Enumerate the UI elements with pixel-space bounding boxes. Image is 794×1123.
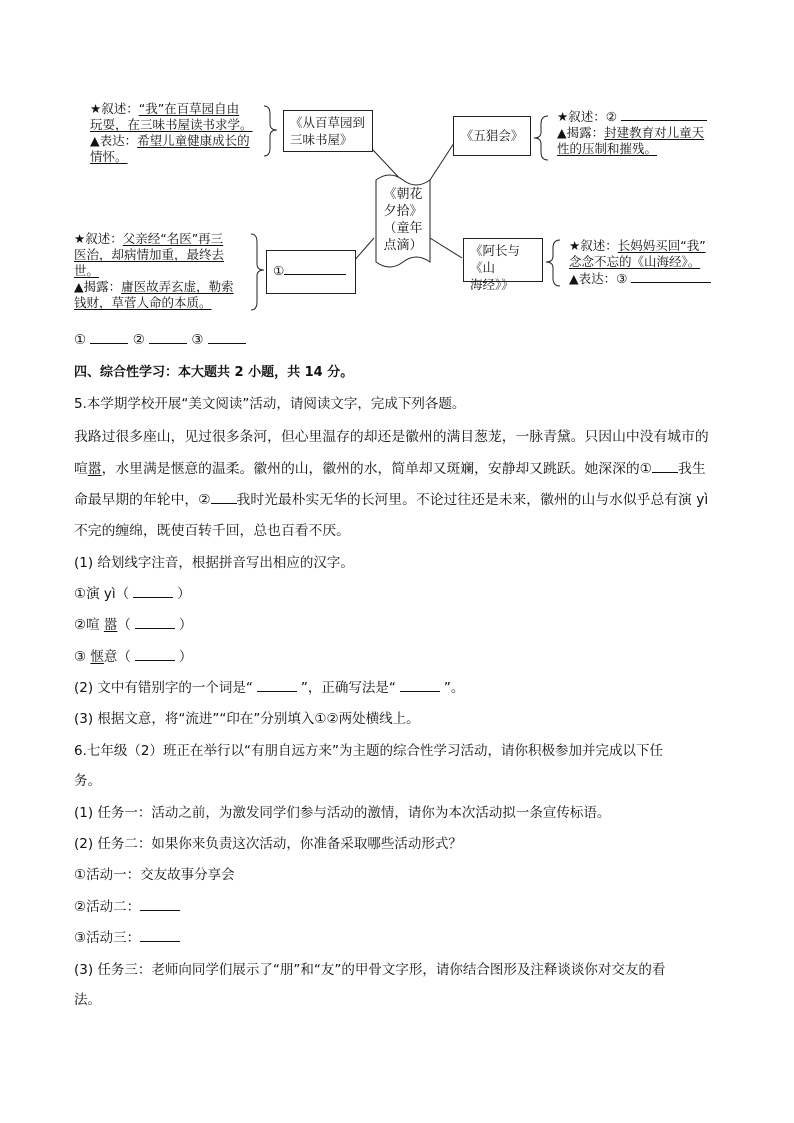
- note-label: ★叙述：②: [557, 109, 617, 124]
- heading-text: 小题，共: [243, 365, 305, 380]
- heading-text: 四、综合性学习：本大题共: [74, 365, 235, 380]
- answer-blank[interactable]: [211, 491, 237, 504]
- answer-blank[interactable]: [208, 331, 246, 344]
- answer-marker: ③: [191, 332, 204, 348]
- box-wuchanghui: [453, 116, 531, 156]
- item-text: ①演 yì（: [74, 586, 130, 602]
- passage-line: [74, 490, 708, 510]
- item-text: ”。: [443, 680, 465, 696]
- note-text: 情怀。: [90, 149, 128, 164]
- center-line: 点滴）: [383, 238, 423, 253]
- box-line: 《阿长与《山: [470, 243, 521, 275]
- note-text: 钱财，草菅人命的本质。: [74, 295, 212, 310]
- item-1: [74, 584, 191, 604]
- note-text: 性的压制和摧残。: [557, 141, 658, 156]
- subquestion: [74, 678, 464, 698]
- item-text: ）: [178, 649, 193, 665]
- note-label: ▲表达：: [90, 133, 138, 148]
- answer-blank[interactable]: [140, 898, 180, 911]
- note-label: ▲揭露：: [74, 279, 122, 294]
- note-along: [569, 238, 711, 287]
- item-text: 意（: [103, 649, 131, 665]
- subquestion: (2) 任务二：如果你来负责这次活动，你准备采取哪些活动形式？: [74, 836, 462, 852]
- note-label: ★叙述：: [90, 101, 139, 116]
- subquestion: 法。: [74, 992, 101, 1008]
- subquestion: (1) 给划线字注音，根据拼音写出相应的汉字。: [74, 555, 354, 571]
- subquestion: (3) 根据文意，将“流进”“印在”分别填入①②两处横线上。: [74, 711, 420, 727]
- passage-text: 命最早期的年轮中，②: [74, 492, 211, 508]
- passage-text: 我时光最朴实无华的长河里。不论过往还是未来，徽州的山与水似乎总有演 yì: [236, 492, 709, 508]
- answer-blank[interactable]: [133, 585, 173, 598]
- note-text: 封建教育对儿童天: [604, 125, 705, 140]
- item-text: ②活动二：: [74, 899, 141, 915]
- question-6-title: 6.七年级（2）班正在举行以“有朋自远方来”为主题的综合性学习活动，请你积极参加并完成以下任: [74, 743, 663, 759]
- box-blank-1: [266, 250, 356, 294]
- note-text: 长妈妈买回“我”: [617, 238, 706, 253]
- diagram-answer-line: [74, 330, 246, 350]
- note-text: 世。: [74, 263, 100, 278]
- answer-marker: ①: [74, 332, 87, 348]
- note-label: ▲揭露：: [557, 125, 605, 140]
- note-label: ▲表达：③: [569, 271, 628, 286]
- box-along: [463, 238, 543, 292]
- item-text: ③活动三：: [74, 930, 141, 946]
- answer-blank[interactable]: [135, 616, 175, 629]
- item-text: ）: [177, 586, 191, 602]
- answer-blank[interactable]: [149, 331, 187, 344]
- box-line: 《从百草园到: [290, 115, 366, 130]
- box-line: 三味书屋》: [290, 132, 353, 147]
- item-text: (2) 文中有错别字的一个词是“: [74, 680, 253, 696]
- heading-number: 2: [234, 365, 244, 380]
- answer-blank[interactable]: [140, 929, 180, 942]
- passage-line: [74, 459, 706, 479]
- item-text: ②喧: [74, 617, 104, 633]
- answer-blank[interactable]: [284, 262, 346, 275]
- activity-2: [74, 897, 180, 917]
- note-text: 庸医故弄玄虚，勒索: [121, 279, 234, 294]
- answer-blank[interactable]: [90, 331, 128, 344]
- note-text: 念念不忘的《山海经》。: [569, 254, 701, 269]
- note-wuchanghui: [557, 108, 707, 157]
- box-line: 海经》》: [470, 277, 514, 292]
- item-3: [74, 647, 192, 667]
- item-text: ”，正确写法是“: [300, 680, 396, 696]
- passage-line: 我路过很多座山，见过很多条河，但心里温存的却还是徽州的满目葱茏，一脉青黛。只因山中没有城市的: [74, 429, 709, 445]
- box-baicaoyuan: [283, 110, 373, 152]
- section-heading: [74, 363, 353, 383]
- item-2: [74, 615, 192, 635]
- note-fuqin-de-bing: [74, 231, 234, 311]
- note-baicaoyuan: [90, 101, 253, 165]
- underlined-char: 嚣: [103, 617, 118, 633]
- passage-text: 喧: [74, 461, 88, 477]
- center-line: （童年: [383, 221, 423, 236]
- question-5-title: 5.本学期学校开展“美文阅读”活动，请阅读文字，完成下列各题。: [74, 396, 466, 412]
- passage-text: ，水里满是惬意的温柔。徽州的山，徽州的水，简单却又斑斓，安静却又跳跃。她深深的①: [101, 461, 653, 477]
- box-label: 《五猖会》: [460, 128, 524, 143]
- underlined-char: 惬: [90, 649, 104, 665]
- note-text: 父亲经“名医”再三: [122, 231, 224, 246]
- note-text: 玩耍，在三味书屋读书求学。: [90, 117, 253, 132]
- answer-blank[interactable]: [135, 648, 175, 661]
- passage-line: 不完的缠绵，既使百转千回，总也百看不厌。: [74, 523, 350, 539]
- answer-blank[interactable]: [631, 270, 711, 283]
- note-text: “我”在百草园自由: [138, 101, 240, 116]
- note-label: ★叙述：: [74, 231, 123, 246]
- activity-1: ①活动一：交友故事分享会: [74, 867, 235, 883]
- answer-blank[interactable]: [257, 679, 297, 692]
- underlined-char: 嚣: [87, 461, 102, 477]
- activity-3: [74, 928, 180, 948]
- question-6-title: 务。: [74, 773, 101, 789]
- heading-text: 分。: [322, 365, 354, 380]
- passage-text: 我生: [678, 461, 706, 477]
- item-text: ）: [178, 617, 193, 633]
- note-text: 医治，却病情加重，最终去: [74, 247, 225, 262]
- answer-blank[interactable]: [400, 679, 440, 692]
- note-text: 希望儿童健康成长的: [137, 133, 250, 148]
- subquestion: (1) 任务一：活动之前，为激发同学们参与活动的激情，请你为本次活动拟一条宣传标语。: [74, 805, 611, 821]
- center-title: [376, 186, 430, 254]
- answer-blank[interactable]: [621, 108, 707, 121]
- center-line: 夕拾》: [383, 204, 423, 219]
- note-label: ★叙述：: [569, 238, 618, 253]
- answer-blank[interactable]: [652, 460, 678, 473]
- blank-marker: ①: [273, 263, 285, 278]
- item-text: ③: [74, 649, 91, 665]
- answer-marker: ②: [132, 332, 145, 348]
- subquestion: (3) 任务三：老师向同学们展示了“朋”和“友”的甲骨文字形，请你结合图形及注释谈谈你对交友的看: [74, 962, 666, 978]
- heading-number: 14: [304, 365, 323, 380]
- center-line: 《朝花: [383, 187, 423, 202]
- item-text: （: [117, 617, 131, 633]
